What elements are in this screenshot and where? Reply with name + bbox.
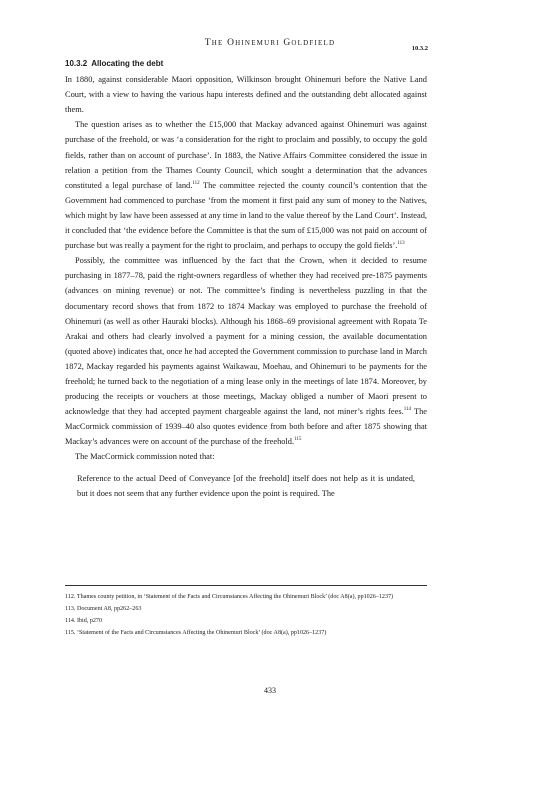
footnote-ref-113: 113 <box>397 241 405 247</box>
paragraph-2-part-1: The question arises as to whether the £15,000 that Mackay advanced against Ohinemuri was against purchase of the freehold, or was ‘a consideration for the right to proclaim and possibly, to occupy the gold fields, rather than on account of purchase’. In 1883, the Native Affairs Committee considered the issue in relation a petition from the Thames County Council, which sought a determination that the advances constituted a legal purchase of land. <box>65 120 427 190</box>
page-number: 433 <box>264 686 276 695</box>
footnote-ref-115: 115 <box>294 437 302 443</box>
footnote-ref-114: 114 <box>403 407 412 413</box>
footnote-112: 112. Thames county petition, in ‘Statement of the Facts and Circumstances Affecting the Ohinemuri Block’ (doc A8(a), pp1026–1237) <box>65 594 394 600</box>
footnote-113: 113. Document A8, pp262–263 <box>65 606 142 612</box>
paragraph-3-part-1: Possibly, the committee was influenced by the fact that the Crown, when it decided to resume purchasing in 1877–78, paid the right-owners regardless of whether they had received pre-1875 payments (advances on mining revenue) or not. The committee’s finding is nevertheless puzzling in that the documentary record shows that from 1872 to 1874 Mackay was employed to purchase the freehold of Ohinemuri (as well as other Hauraki blocks). Although his 1868–69 provisional agreement with Ropata Te Arakai and others had clearly involved a payment for a mining cession, the available documentation (quoted above) indicates that, once he had accepted the Government commission to purchase land in March 1872, Mackay regarded his payments against Waikawau, Moehau, and Ohinemuri to be payments for the freehold; he turned back to the negotiation of a ming lease only in the meetings of late 1874. Moreover, by producing the receipts or vouchers at those meetings, Mackay obliged a number of Maori present to acknowledge that they had accepted payment chargeable against the land, not miner’s rights fees. <box>65 256 427 417</box>
paragraph-1: In 1880, against considerable Maori opposition, Wilkinson brought Ohinemuri before the Native Land Court, with a view to having the various hapu interests defined and the outstanding debt allocated against them. <box>65 75 427 115</box>
footnote-ref-112: 112 <box>192 180 200 186</box>
footnote-115: 115. ‘Statement of the Facts and Circumstances Affecting the Ohinemuri Block’ (doc A8(a), pp1026–1237) <box>65 630 327 636</box>
block-quote: Reference to the actual Deed of Conveyance [of the freehold] itself does not help as it is undated, but it does not seem that any further evidence upon the point is required. The <box>77 473 415 498</box>
section-tag: 10.3.2 <box>411 45 428 52</box>
body-text <box>65 56 427 501</box>
paragraph-3 <box>65 253 427 449</box>
running-head: The Ohinemuri Goldfield <box>204 38 336 48</box>
paragraph-2 <box>65 117 427 253</box>
section-number: 10.3.2 <box>65 59 88 68</box>
footnote-114: 114. Ibid, p270 <box>65 618 103 624</box>
paragraph-2-part-2: The committee rejected the county council’s contention that the Government had commenced to purchase ‘from the moment it first paid any sum of money to the Natives, which might by law have been assessed at any time in land to the value thereof by the Land Court’. Instead, it concluded that ‘the evidence before the Committee is that the sum of £15,000 was not paid on account of purchase but was really a payment for the right to proclaim, and perhaps to occupy the gold fields’. <box>65 180 427 251</box>
section-title: Allocating the debt <box>91 59 164 68</box>
footnote-divider <box>65 585 427 586</box>
footnotes <box>65 592 427 640</box>
paragraph-4: The MacCormick commission noted that: <box>75 452 215 462</box>
section-heading <box>65 56 427 71</box>
paragraph-3-part-2: The MacCormick commission of 1939–40 also quotes evidence from both before and after 1875 showing that Mackay’s advances were on account of the purchase of the freehold. <box>65 407 427 447</box>
